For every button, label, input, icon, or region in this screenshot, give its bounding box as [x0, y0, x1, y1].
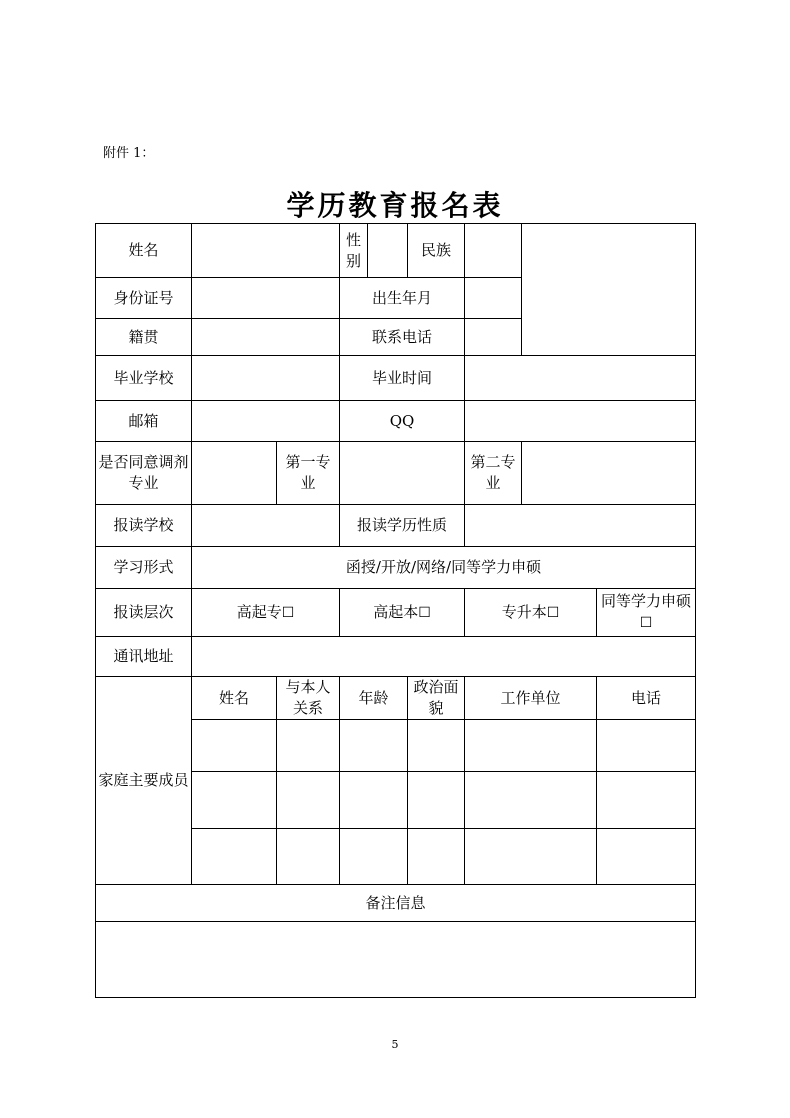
- family-cell[interactable]: [340, 829, 408, 885]
- family-cell[interactable]: [340, 772, 408, 829]
- apply-school-field[interactable]: [192, 505, 340, 547]
- level-option-label: 高起本: [373, 602, 419, 621]
- adjust-field[interactable]: [192, 442, 277, 505]
- major1-label: 第一专业: [277, 442, 340, 505]
- id-label: 身份证号: [96, 278, 192, 319]
- address-label: 通讯地址: [96, 637, 192, 677]
- family-header-phone: 电话: [597, 677, 696, 720]
- family-cell[interactable]: [597, 720, 696, 772]
- remarks-label: 备注信息: [96, 885, 696, 922]
- registration-form: [95, 223, 696, 998]
- address-field[interactable]: [192, 637, 696, 677]
- page-number: 5: [391, 1038, 399, 1051]
- id-field[interactable]: [192, 278, 340, 319]
- phone-field[interactable]: [465, 319, 522, 356]
- level-option-label: 专升本: [501, 602, 547, 621]
- family-cell[interactable]: [277, 720, 340, 772]
- school-label: 毕业学校: [96, 356, 192, 401]
- name-field[interactable]: [192, 224, 340, 278]
- qq-field[interactable]: [465, 401, 696, 442]
- level-option-1[interactable]: [192, 589, 340, 637]
- grad-time-field[interactable]: [465, 356, 696, 401]
- family-header-row: [96, 677, 696, 720]
- remarks-row: [96, 922, 696, 998]
- level-option-2[interactable]: [340, 589, 465, 637]
- row-school: [96, 356, 696, 401]
- qq-label: QQ: [340, 401, 465, 442]
- row-major: [96, 442, 696, 505]
- remarks-header-row: [96, 885, 696, 922]
- family-header-relation: 与本人关系: [277, 677, 340, 720]
- birth-label: 出生年月: [340, 278, 465, 319]
- checkbox-icon[interactable]: ☐: [546, 604, 560, 621]
- apply-nature-field[interactable]: [465, 505, 696, 547]
- photo-box[interactable]: [522, 224, 696, 356]
- level-option-4[interactable]: [597, 589, 696, 637]
- study-form-value: 函授/开放/网络/同等学力申硕: [192, 547, 696, 589]
- page-title: 学历教育报名表: [286, 189, 504, 222]
- row-level: [96, 589, 696, 637]
- row-email: [96, 401, 696, 442]
- apply-school-label: 报读学校: [96, 505, 192, 547]
- phone-label: 联系电话: [340, 319, 465, 356]
- family-cell[interactable]: [277, 829, 340, 885]
- gender-label: 性别: [340, 224, 368, 277]
- row-address: [96, 637, 696, 677]
- major2-label: 第二专业: [465, 442, 522, 505]
- grad-time-label: 毕业时间: [340, 356, 465, 401]
- major2-field[interactable]: [522, 442, 696, 505]
- row-study-form: [96, 547, 696, 589]
- family-cell[interactable]: [340, 720, 408, 772]
- checkbox-icon[interactable]: ☐: [281, 604, 295, 621]
- email-label: 邮箱: [96, 401, 192, 442]
- ethnicity-label: 民族: [408, 224, 465, 278]
- birth-field[interactable]: [465, 278, 522, 319]
- family-header-workplace: 工作单位: [465, 677, 597, 720]
- level-option-label: 高起专: [236, 602, 282, 621]
- level-label: 报读层次: [96, 589, 192, 637]
- native-label: 籍贯: [96, 319, 192, 356]
- remarks-field[interactable]: [96, 922, 696, 998]
- email-field[interactable]: [192, 401, 340, 442]
- checkbox-icon[interactable]: ☐: [639, 615, 653, 631]
- name-label: 姓名: [96, 224, 192, 278]
- family-cell[interactable]: [408, 772, 465, 829]
- family-cell[interactable]: [597, 829, 696, 885]
- native-field[interactable]: [192, 319, 340, 356]
- family-cell[interactable]: [465, 829, 597, 885]
- gender-field[interactable]: [368, 224, 407, 277]
- family-cell[interactable]: [277, 772, 340, 829]
- major1-field[interactable]: [340, 442, 465, 505]
- family-label: 家庭主要成员: [96, 677, 192, 885]
- adjust-label: 是否同意调剂专业: [96, 442, 192, 505]
- checkbox-icon[interactable]: ☐: [418, 604, 431, 621]
- school-field[interactable]: [192, 356, 340, 401]
- family-cell[interactable]: [597, 772, 696, 829]
- family-cell[interactable]: [408, 829, 465, 885]
- level-option-3[interactable]: [465, 589, 597, 637]
- level-option-label: 同等学力申硕: [600, 592, 691, 610]
- study-form-label: 学习形式: [96, 547, 192, 589]
- family-header-politics: 政治面貌: [408, 677, 465, 720]
- family-cell[interactable]: [465, 772, 597, 829]
- family-cell[interactable]: [192, 720, 277, 772]
- family-header-age: 年龄: [340, 677, 408, 720]
- apply-nature-label: 报读学历性质: [340, 505, 465, 547]
- row-name: [96, 224, 696, 278]
- family-cell[interactable]: [192, 772, 277, 829]
- family-header-name: 姓名: [192, 677, 277, 720]
- family-cell[interactable]: [192, 829, 277, 885]
- row-apply: [96, 505, 696, 547]
- family-cell[interactable]: [408, 720, 465, 772]
- ethnicity-field[interactable]: [465, 224, 522, 278]
- family-cell[interactable]: [465, 720, 597, 772]
- attachment-label: 附件 1：: [103, 146, 155, 161]
